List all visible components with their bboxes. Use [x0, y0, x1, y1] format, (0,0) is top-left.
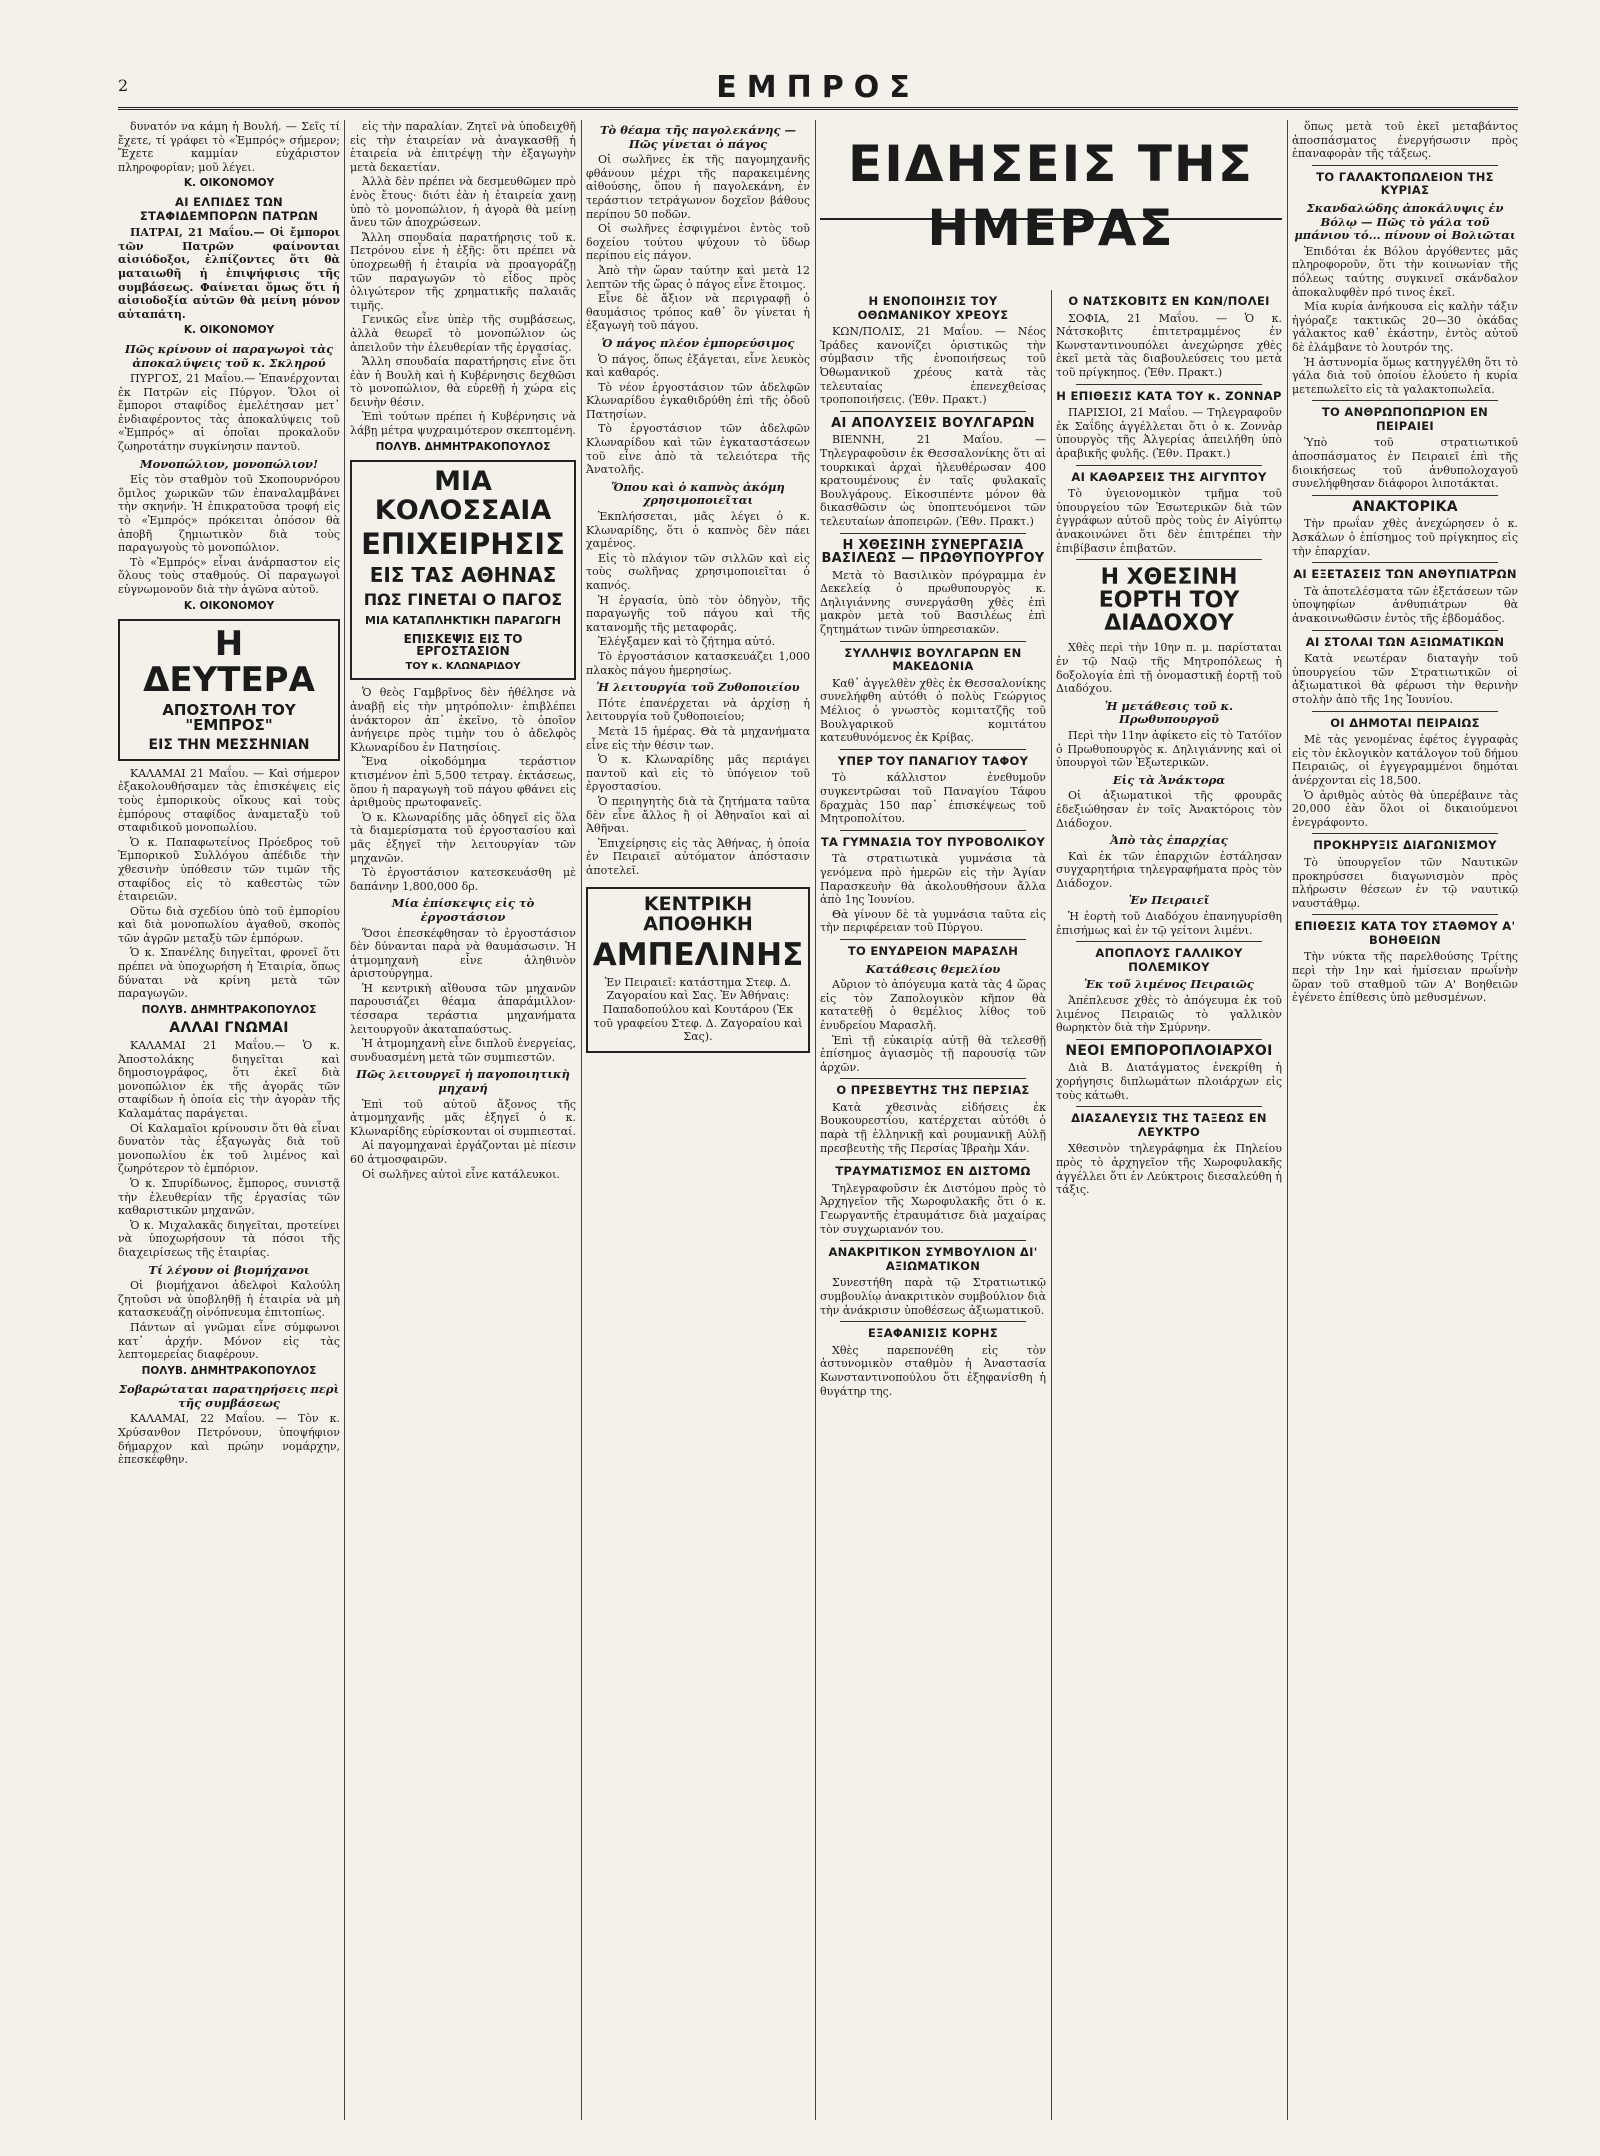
article-text: Οἱ σωλῆνες ἐκ τῆς παγομηχανῆς φθάνουν μέχρι τῆς παρακειμένης αἰθούσης, ὅπου ἡ παγολεκάνη, ἐν τεράστιον τετράγωνον δοχεῖον βάθους περίπου 50 ποδῶν. [586, 153, 810, 221]
divider [840, 1159, 1026, 1160]
article-text: Καθ᾽ ἀγγελθὲν χθὲς ἐκ Θεσσαλονίκης συνελήφθη αὐτόθι ὁ πολὺς Γεώργιος Μέλιος ὁ γνωστὸς κομιτατζῆς τοῦ Βουλγαρικοῦ κομιτάτου κατευθυνόμενος ἐκ Κρίβας. [820, 676, 1046, 745]
article-text: ΠΑΡΙΣΙΟΙ, 21 Μαΐου. — Τηλεγραφοῦν ἐκ Σαΐδης ἀγγέλλεται ὅτι ὁ κ. Ζοννὰρ ὑπουργὸς τῆς Ἀλγερίας ἀπειλήθη ὑπὸ ἀραβικῆς φυλῆς. (Ἐθν. Πρακτ.) [1056, 406, 1282, 460]
byline: Κ. ΟΙΚΟΝΟΜΟΥ [183, 324, 275, 337]
headline: ΤΟ ΓΑΛΑΚΤΟΠΩΛΕΙΟΝ ΤΗΣ ΚΥΡΙΑΣ [1316, 169, 1494, 198]
headline: ΑΙ ΕΞΕΤΑΣΕΙΣ ΤΩΝ ΑΝΘΥΠΙΑΤΡΩΝ [1293, 567, 1517, 582]
article-text: Μία κυρία ἀνήκουσα εἰς καλὴν τάξιν ἠγόραζε τακτικῶς 20—30 ὀκάδας γάλακτος καθ᾽ ἑκάστην, ἐντὸς αὐτοῦ δὲ ἐλάμβανε τὸ λουτρόν της. [1292, 300, 1518, 354]
box-line: Η ΔΕΥΤΕΡΑ [143, 624, 315, 700]
article-text: ΚΩΝ/ΠΟΛΙΣ, 21 Μαΐου. — Νέος Ἰράδες κανονίζει ὁριστικῶς τὴν σύμβασιν τῆς ἑνοποιήσεως τοῦ Ὀθωμανικοῦ χρέους κατὰ τὰς τελευταίας ἐπενεχθείσας τροποποιήσεις. (Ἐθν. Πρακτ.) [820, 325, 1046, 407]
column-rule [1051, 290, 1052, 2120]
headline: ΝΕΟΙ ΕΜΠΟΡΟΠΛΟΙΑΡΧΟΙ [1065, 1042, 1273, 1059]
article-text: Οἱ ἀξιωματικοὶ τῆς φρουρᾶς ἐδεξιώθησαν ἐν τοῖς Ἀνακτόροις τὸν Διάδοχον. [1056, 789, 1282, 830]
column-5 [1292, 120, 1518, 2120]
subheading: Ὁ πάγος πλέον ἐμπορεύσιμος [601, 335, 795, 350]
headline: ΕΠΙΘΕΣΙΣ ΚΑΤΑ ΤΟΥ ΣΤΑΘΜΟΥ Α' ΒΟΗΘΕΙΩΝ [1294, 919, 1516, 947]
divider [1076, 384, 1262, 385]
box-line: ΠΩΣ ΓΙΝΕΤΑΙ Ο ΠΑΓΟΣ [363, 590, 563, 610]
article-text: Ἀπέπλευσε χθὲς τὸ ἀπόγευμα ἐκ τοῦ λιμένος Πειραιῶς τὸ γαλλικὸν θωρηκτὸν διὰ τὴν Σμύρνην. [1056, 994, 1282, 1035]
article-text: Ὑπὸ τοῦ στρατιωτικοῦ ἀποσπάσματος ἐν Πειραιεῖ ἐπὶ τῆς διοικήσεως τοῦ ἀνθυπολοχαγοῦ συνελήφθησαν διάφοροι λιποτάκται. [1292, 436, 1518, 491]
divider [840, 749, 1026, 750]
article-text: Ἐπιδόται ἐκ Βόλου ἀργόθεντες μᾶς πληροφοροῦν, ὅτι τὴν κοινωνίαν τῆς πόλεως ταύτης συγκινεῖ σκάνδαλον ἀποκαλυφθὲν πρό τινος ἐκεῖ. [1292, 244, 1518, 299]
divider [1312, 495, 1498, 496]
article-text: Ἄλλη σπουδαία παρατήρησις εἶνε ὅτι ἐὰν ἡ Βουλὴ καὶ ἡ Κυβέρνησις δεχθῶσι τὸ μονοπώλιον, θὰ εὑρεθῇ ἡ χώρα εἰς δεινὴν θέσιν. [350, 355, 576, 409]
article-text: Εἰς τὸν σταθμὸν τοῦ Σκοπουρνόρου ὅμιλος χωρικῶν τῶν ἐπαναλαμβάνει τὴν σκηνήν. Ἡ ἐπικρατοῦσα τροφή εἰς τὸ «Ἐμπρός» πρόκειται ὁπόσον θὰ ἀποβῆ ζημιωτικὸν διὰ τοὺς παραγωγοὺς τὸ μονοπώλιον. [118, 473, 340, 555]
headline: ΑΠΟΠΛΟΥΣ ΓΑΛΛΙΚΟΥ ΠΟΛΕΜΙΚΟΥ [1095, 946, 1243, 974]
headline: ΑΙ ΑΠΟΛΥΣΕΙΣ ΒΟΥΛΓΑΡΩΝ [831, 415, 1035, 431]
article-text: ΣΟΦΙΑ, 21 Μαΐου. — Ὁ κ. Νάτσκοβιτς ἐπιτετραμμένος ἐν Κωνσταντινουπόλει ἀνεχώρησε χθὲς ἐκεῖ μετὰ τὰς διαβουλεύσεις του μετὰ τοῦ πρίγκηπος. (Ἐθν. Πρακτ.) [1056, 311, 1282, 379]
column-rule [581, 120, 582, 2120]
article-text: Ὁ περιηγητὴς διὰ τὰ ζητήματα ταῦτα δὲν εἶνε ἄλλος ἢ οἱ Ἀθηναῖοι καὶ αἱ Ἀθῆναι. [586, 794, 810, 836]
article-text: Χθεσινὸν τηλεγράφημα ἐκ Πηλείου πρὸς τὸ ἀρχηγεῖον τῆς Χωροφυλακῆς ἀγγέλλει ὅτι ἐν Λεύκτροις διεσαλεύθη ἡ τάξις. [1056, 1142, 1282, 1197]
headline: ΑΙ ΕΛΠΙΔΕΣ ΤΩΝ ΣΤΑΦΙΔΕΜΠΟΡΩΝ ΠΑΤΡΩΝ [139, 194, 319, 223]
article-text: Διὰ Β. Διατάγματος ἐνεκρίθη ἡ χορήγησις διπλωμάτων πλοιάρχων εἰς τοὺς κάτωθι. [1056, 1061, 1282, 1102]
box-line: ΤΟΥ κ. ΚΛΩΝΑΡΙΔΟΥ [405, 660, 521, 672]
subheading: Τί λέγουν οἱ βιομήχανοι [148, 1262, 310, 1277]
headline: ΑΝΑΚΡΙΤΙΚΟΝ ΣΥΜΒΟΥΛΙΟΝ ΔΙ' ΑΞΙΩΜΑΤΙΚΟΝ [828, 1245, 1038, 1273]
ad-text: Ἐν Πειραιεῖ: κατάστημα Στεφ. Δ. Ζαγοραίου καὶ Σας. Ἐν Ἀθήναις: Παπαδοπούλου καὶ Κουτάρου (Ἐκ τοῦ γραφείου Στεφ. Δ. Ζαγοραίου καὶ Σας). [593, 975, 803, 1044]
article-text: Ἡ ἀστυνομία ὅμως κατηγγέλθη ὅτι τὸ γάλα διὰ τοῦ ὁποίου ἐλούετο ἡ κυρία μετεπωλεῖτο εἰς τὰ γαλακτοπωλεῖα. [1292, 355, 1518, 396]
article-text: Τὸ ἐργοστάσιον κατασκευάζει 1,000 πλακὸς πάγου ἡμερησίως. [586, 649, 810, 677]
article-text: Τὰ ἀποτελέσματα τῶν ἐξετάσεων τῶν ὑποψηφίων ἀνθυπιάτρων θὰ ἀνακοινωθῶσιν ἐντὸς τῆς ἑβδομάδος. [1292, 584, 1518, 625]
byline: Κ. ΟΙΚΟΝΟΜΟΥ [183, 599, 275, 612]
headline: Τὸ θέαμα τῆς παγολεκάνης — Πῶς γίνεται ὁ πάγος [599, 123, 797, 151]
article-text: Ἀλλὰ δὲν πρέπει νὰ δεσμευθῶμεν πρὸ ἑνὸς ἔτους· διότι ἐὰν ἡ ἑταιρεία χανῃ ὑπὸ τὸ μονοπώλιον, ἡ ἀγορὰ θὰ μείνῃ ἄνευ τῶν ἀποχρώσεων. [350, 175, 576, 230]
article-text: Θὰ γίνουν δὲ τὰ γυμνάσια ταῦτα εἰς τὴν περιφέρειαν τοῦ Πύργου. [820, 907, 1046, 935]
headline: ΕΞΑΦΑΝΙΣΙΣ ΚΟΡΗΣ [868, 1326, 998, 1341]
headline: Η ΧΘΕΣΙΝΗ ΕΟΡΤΗ ΤΟΥ ΔΙΑΔΟΧΟΥ [1098, 565, 1240, 637]
article-text: Ἕνα οἰκοδόμημα τεράστιον κτισμένον ἐπὶ 5,500 τετραγ. ἐκτάσεως, ὅπου ἡ παραγωγὴ τοῦ πάγου φθάνει εἰς ἀριθμοὺς πρωτοφανεῖς. [350, 755, 576, 810]
column-3 [586, 120, 810, 2120]
article-text: Αὔριον τὸ ἀπόγευμα κατὰ τὰς 4 ὥρας εἰς τὸν Ζαπολογικὸν κῆπον θὰ κατατεθῇ ὁ θεμέλιος λίθος τοῦ ἐνυδρείου Μαρασλῆ. [820, 978, 1046, 1032]
divider [1312, 914, 1498, 915]
article-text: Ὁ πάγος, ὅπως ἐξάγεται, εἶνε λευκὸς καὶ καθαρός. [586, 352, 810, 380]
article-text: Τηλεγραφοῦσιν ἐκ Διστόμου πρὸς τὸ Ἀρχηγεῖον τῆς Χωροφυλακῆς ὅτι ὁ κ. Γεωργαντῆς ἐτραυμάτισε διὰ μαχαίρας τὸν συγχωριανόν του. [820, 1181, 1046, 1236]
headline-box [118, 619, 340, 761]
article-text: Κατὰ νεωτέραν διαταγὴν τοῦ ὑπουργείου τῶν Στρατιωτικῶν οἱ ἀξιωματικοὶ θὰ φέρωσι τὴν θερινὴν στολὴν ἀπὸ τῆς 1ης Ἰουνίου. [1292, 652, 1518, 706]
advertisement-box [586, 887, 810, 1052]
article-text: Χθὲς περὶ τὴν 10ην π. μ. παρίσταται ἐν τῷ Ναῷ τῆς Μητροπόλεως ἡ δοξολογία ἐπὶ τῇ ὀνομαστικῇ ἑορτῇ τοῦ Διαδόχου. [1056, 641, 1282, 696]
article-text: Οἱ Καλαμαῖοι κρίνουσιν ὅτι θὰ εἶναι δυνατὸν τὰς ἐξαγωγὰς διὰ τοῦ μονοπωλίου ἐκ τοῦ λιμένος καὶ ζωηρότερον τὸ ἐμπόριον. [118, 1121, 340, 1176]
article-text: Πότε ἐπανέρχεται νὰ ἀρχίσῃ ἡ λειτουργία τοῦ ζυθοποιείου; [586, 696, 810, 724]
article-text: Οἱ σωλῆνες ἐσφιγμένοι ἐντὸς τοῦ δοχείου τούτου ψύχουν τὸ ὕδωρ περίπου εἰς πάγον. [586, 222, 810, 263]
article-text: Τὸ νέον ἐργοστάσιον τῶν ἀδελφῶν Κλωναρίδου ἐγκαθιδρύθη ἐπὶ τῆς ὁδοῦ Πατησίων. [586, 380, 810, 421]
box-line: ΜΙΑ ΚΑΤΑΠΛΗΚΤΙΚΗ ΠΑΡΑΓΩΓΗ [365, 614, 561, 628]
column-rule [815, 120, 816, 2120]
divider [1076, 465, 1262, 466]
subheading: Σκανδαλώδης ἀποκάλυψις ἐν Βόλῳ — Πῶς τὸ γάλα τοῦ μπάνιου τό... πίνουν οἱ Βολιῶται [1294, 200, 1516, 243]
divider [1312, 400, 1498, 401]
article-text: Τὸ κάλλιστον ἐνεθυμοῦν συγκεντρῶσαι τοῦ Παναγίου Τάφου δραχμὰς 150 παρ᾽ ἐπισκέψεως τοῦ Μητροπολίτου. [820, 771, 1046, 826]
divider [840, 533, 1026, 534]
newspaper-page [118, 70, 1518, 2130]
article-text: Περὶ τὴν 11ην ἀφίκετο εἰς τὸ Τατόϊον ὁ Πρωθυπουργὸς κ. Δηλιγιάννης καὶ οἱ ὑπουργοὶ τῶν Ἐξωτερικῶν. [1056, 728, 1282, 770]
article-text: Τὸ ἐργοστάσιον τῶν ἀδελφῶν Κλωναρίδου καὶ τῶν ἐγκαταστάσεων τοῦ εἶνε ἀπὸ τὰ τελειότερα τῆς Ἀνατολῆς. [586, 422, 810, 477]
article-text: Ὁ κ. Μιχαλακᾶς διηγεῖται, προτείνει νὰ ὑποχωρήσουν τὰ πόσοι τῆς διαχειρίσεως τῆς ἑταιρίας. [118, 1218, 340, 1259]
article-text: Ὁ ἀριθμὸς αὐτὸς θὰ ὑπερέβαινε τὰς 20,000 ἐὰν ὅλοι οἱ δικαιούμενοι ἐνεγράφοντο. [1292, 788, 1518, 829]
byline: ΠΟΛΥΒ. ΔΗΜΗΤΡΑΚΟΠΟΥΛΟΣ [141, 1364, 317, 1377]
headline: Ο ΝΑΤΣΚΟΒΙΤΣ ΕΝ ΚΩΝ/ΠΟΛΕΙ [1068, 294, 1270, 308]
byline: Κ. ΟΙΚΟΝΟΜΟΥ [183, 177, 275, 190]
article-text: Ἐκπλήσσεται, μᾶς λέγει ὁ κ. Κλωναρίδης, ὅτι ὁ καπνὸς δὲν πάει χαμένος. [586, 510, 810, 551]
article-text: Ἐπὶ τῇ εὐκαιρίᾳ αὐτῇ θὰ τελεσθῇ ἐπίσημος ἀγιασμὸς τῇ παρουσίᾳ τῶν ἀρχῶν. [820, 1033, 1046, 1074]
article-text: Τὸ ἐργοστάσιον κατεσκευάσθη μὲ δαπάνην 1,800,000 δρ. [350, 866, 576, 893]
article-text: Ἐλέγξαμεν καὶ τὸ ζήτημα αὐτό. [598, 635, 776, 649]
headline: Η ΕΠΙΘΕΣΙΣ ΚΑΤΑ ΤΟΥ κ. ΖΟΝΝΑΡ [1056, 388, 1282, 403]
divider [1076, 1106, 1262, 1107]
article-text: ΚΑΛΑΜΑΙ, 22 Μαΐου. — Τὸν κ. Χρύσανθον Πετρόνουν, ὑποψήφιον δήμαρχον καὶ πρώην νομάρχην, ἐπεσκέφθην. [118, 1412, 340, 1467]
subheading: Ἡ μετάθεσις τοῦ κ. Πρωθυπουργοῦ [1104, 698, 1234, 727]
article-text: Οἱ βιομήχανοι ἀδελφοὶ Καλούλη ζητοῦσι νὰ ὑποβληθῇ ἡ ἑταιρία νὰ μὴ κατασκευάζῃ οἰνόπνευμα ἐπιτοπίως. [118, 1279, 340, 1320]
column-4a [820, 290, 1046, 2120]
article-text: Τὰ στρατιωτικὰ γυμνάσια τὰ γενόμενα πρὸ ἡμερῶν εἰς τὴν Ἁγίαν Παρασκευὴν θὰ ἀκολουθήσουν ἄλλα ἀπὸ 1ης Ἰουνίου. [820, 852, 1046, 907]
article-text: ΒΙΕΝΝΗ, 21 Μαΐου. — Τηλεγραφοῦσιν ἐκ Θεσσαλονίκης ὅτι αἱ τουρκικαὶ ἀρχαὶ ἠλευθέρωσαν 400 κρατουμένους ἐν ταῖς φυλακαῖς Βουλγάρους. Εἰκοσιπέντε μόνον θὰ δικασθῶσιν ὡς ὑποπτευόμενοι τῶν τελευταίων ἀποπειρῶν. (Ἐθν. Πρακτ.) [820, 433, 1046, 528]
headline: Η ΕΝΟΠΟΙΗΣΙΣ ΤΟΥ ΟΘΩΜΑΝΙΚΟΥ ΧΡΕΟΥΣ [857, 294, 1009, 322]
subheading: Ἐν Πειραιεῖ [1128, 893, 1210, 908]
divider [1312, 165, 1498, 166]
article-text: Ἡ ἀτμομηχανὴ εἶνε διπλοῦ ἐνεργείας, συνδυασμένη μετὰ τῶν συμπιεστῶν. [350, 1037, 576, 1064]
page-number: 2 [118, 76, 129, 95]
divider [1076, 1039, 1262, 1040]
article-text: Εἶνε δὲ ἄξιον νὰ περιγραφῇ ὁ θαυμάσιος τρόπος καθ᾽ ὃν γίνεται ἡ ἐξαγωγὴ τοῦ πάγου. [586, 292, 810, 333]
article-text: Ἡ κεντρικὴ αἴθουσα τῶν μηχανῶν παρουσιάζει θέαμα ἀπαράμιλλον· τέσσαρα τεράστια μηχανήματα λειτουργοῦν ἀκαταπαύστως. [350, 981, 576, 1036]
divider [1312, 562, 1498, 563]
subheading: Μονοπώλιον, μονοπώλιον! [139, 456, 319, 471]
subheading: Ἐκ τοῦ λιμένος Πειραιῶς [1084, 977, 1254, 992]
box-line: ΑΠΟΣΤΟΛΗ ΤΟΥ "ΕΜΠΡΟΣ" [162, 700, 296, 735]
article-text: δυνατόν να κάμη ἡ Βουλή. — Σεῖς τί ἔχετε, τί γράφει τὸ «Ἐμπρός» σήμερον; Ἔχετε καμμίαν εὐχάριστον πληροφορίαν; μοῦ λέγει. [118, 120, 340, 174]
headline: ΑΙ ΣΤΟΛΑΙ ΤΩΝ ΑΞΙΩΜΑΤΙΚΩΝ [1305, 634, 1505, 649]
masthead [118, 70, 1518, 110]
ad-line: ΚΕΝΤΡΙΚΗ ΑΠΟΘΗΚΗ [643, 893, 753, 936]
article-text: Γενικῶς εἶνε ὑπὲρ τῆς συμβάσεως, ἀλλὰ θεωρεῖ τὸ μονοπώλιον ὡς ἀπειλοῦν τὴν ἐλευθερίαν τῆς ἐργασίας. [350, 313, 576, 354]
subheading: Εἰς τὰ Ἀνάκτορα [1112, 772, 1226, 787]
article-text: Ἀπὸ τὴν ὥραν ταύτην καὶ μετὰ 12 λεπτῶν τῆς ὥρας ὁ πάγος εἶνε ἕτοιμος. [586, 263, 810, 291]
box-line: ΕΙΣ ΤΑΣ ΑΘΗΝΑΣ [369, 563, 557, 588]
article-text: Ὁ κ. Σπυρίδωνος, ἔμπορος, συνιστᾷ τὴν ἐλευθερίαν τῆς ἐργασίας τῶν καθαριστικῶν μηχανῶν. [118, 1176, 340, 1218]
article-text: Τὴν πρωΐαν χθὲς ἀνεχώρησεν ὁ κ. Ἀσκάλων ὁ ἐπίσημος τοῦ πρίγκηπος εἰς τὴν ἐπαρχίαν. [1292, 517, 1518, 558]
divider [840, 1240, 1026, 1241]
subheading: Ἡ λειτουργία τοῦ Ζυθοποιείου [596, 680, 800, 695]
article-text: Καὶ ἐκ τῶν ἐπαρχιῶν ἐστάλησαν συγχαρητήρια τηλεγραφήματα πρὸς τὸν Διάδοχον. [1056, 849, 1282, 890]
article-text: Κατὰ χθεσινὰς εἰδήσεις ἐκ Βουκουρεστίου, κατέρχεται αὐτόθι ὁ παρὰ τῇ ἑλληνικῇ καὶ ρουμανικῇ Αὐλῇ πρεσβευτὴς τῆς Περσίας Ἰβραὴμ Χάν. [820, 1100, 1046, 1155]
article-text: Μετὰ τὸ Βασιλικὸν πρόγραμμα ἐν Δεκελείᾳ ὁ πρωθυπουργὸς κ. Δηλιγιάννης συνεργάσθη χθὲς ἐπὶ μακρὸν μετὰ τοῦ Βασιλέως ἐπὶ ζητημάτων τινῶν ὑπηρεσιακῶν. [820, 568, 1046, 637]
headline: ΣΥΛΛΗΨΙΣ ΒΟΥΛΓΑΡΩΝ ΕΝ ΜΑΚΕΔΟΝΙΑ [844, 645, 1022, 674]
headline: Η ΧΘΕΣΙΝΗ ΣΥΝΕΡΓΑΣΙΑ ΒΑΣΙΛΕΩΣ — ΠΡΩΘΥΠΟΥΡΓΟΥ [821, 537, 1045, 567]
article-text: Ὁ κ. Κλωναρίδης μᾶς ὁδηγεῖ εἰς ὅλα τὰ διαμερίσματα τοῦ ἐργοστασίου καὶ μᾶς ἐξηγεῖ τὴν λειτουργίαν τῶν μηχανῶν. [350, 810, 576, 865]
article-text: Ὁ θεὸς Γαμβρῖνος δὲν ἠθέλησε νὰ ἀναβῇ εἰς τὴν μητρόπολιν· ἐπιβλέπει ἀνάκτορον ἀπ᾽ ἐκεῖνο, τὸ ὁποῖον ἀνήγειρε πρὸς τιμὴν του ὁ ἀδελφὸς Κλωναρίδου ἐν Πατησίοις. [350, 686, 576, 754]
article-text: ΠΥΡΓΟΣ, 21 Μαΐου.— Ἐπανέρχονται ἐκ Πατρῶν εἰς Πύργον. Ὅλοι οἱ ἔμποροι σταφίδος ἐμελέτησαν μετ᾽ ἐνδιαφέροντος τὰς ἀποκαλύψεις τοῦ «Ἐμπρός» αἱ ὁποῖαι προκαλοῦν ζωηροτάτην συγκίνησιν παντοῦ. [118, 372, 340, 454]
headline: ΤΑ ΓΥΜΝΑΣΙΑ ΤΟΥ ΠΥΡΟΒΟΛΙΚΟΥ [820, 834, 1046, 849]
headline: Σοβαρώταται παρατηρήσεις περὶ τῆς συμβάσεως [118, 1382, 340, 1410]
article-text: Οἱ σωλῆνες αὐτοὶ εἶνε κατάλευκοι. [362, 1167, 560, 1181]
article-text: Ὁ κ. Παπαφωτείνος Πρόεδρος τοῦ Ἐμπορικοῦ Συλλόγου ἀπέδιδε τὴν χθεσινὴν ὑπόθεσιν τῶν τιμῶν τῆς σταφίδος εἰς τὸ καθεστὼς τῶν ἑταιρειῶν. [118, 835, 340, 904]
article-text: Πάντων αἱ γνῶμαι εἶνε σύμφωνοι κατ᾽ ἀρχήν. Μόνον εἰς τὰς λεπτομερείας διαφέρουν. [118, 1320, 340, 1362]
masthead-title: ΕΜΠΡΟΣ [716, 70, 920, 105]
article-text: ΚΑΛΑΜΑΙ 21 Μαΐου. — Καὶ σήμερον ἐξακολουθήσαμεν τὰς ἐπισκέψεις εἰς τοὺς ἐμπορικοὺς οἴκους καὶ τοὺς ἐμπόρους σταφίδος ἀναμεταξὺ τοῦ σταφιδικοῦ μονοπωλίου. [118, 766, 340, 835]
byline: ΠΟΛΥΒ. ΔΗΜΗΤΡΑΚΟΠΟΥΛΟΣ [375, 440, 551, 453]
article-text: Μὲ τὰς γενομένας ἐφέτος ἐγγραφὰς εἰς τὸν ἐκλογικὸν κατάλογον τοῦ δήμου Πειραιῶς, οἱ ἐγγεγραμμένοι δημόται ἀνέρχονται εἰς 18,500. [1292, 733, 1518, 787]
article-text: Τὴν νύκτα τῆς παρελθούσης Τρίτης περὶ τὴν 1ην καὶ ἡμίσειαν πρωΐνὴν ὥραν τοῦ σταθμοῦ τῶν Α' Βοηθειῶν ἐγένετο ἐπίθεσις ὑπὸ μεθυσμένων. [1292, 950, 1518, 1005]
column-rule [344, 120, 345, 2120]
ad-line: ΑΜΠΕΛΙΝΗΣ [592, 937, 804, 974]
article-text: Χθὲς παρεπονέθη εἰς τὸν ἀστυνομικὸν σταθμὸν ἡ Ἀναστασία Κωνσταντινοπούλου ὅτι ἐξηφανίσθη ἡ θυγάτηρ της. [820, 1343, 1046, 1398]
column-1 [118, 120, 340, 2120]
box-line: ΕΠΙΣΚΕΨΙΣ ΕΙΣ ΤΟ ΕΡΓΟΣΤΑΣΙΟΝ [403, 631, 523, 659]
article-text: Ἐπιχείρησις εἰς τὰς Ἀθήνας, ἡ ὁποία ἐν Πειραιεῖ αὐτόματον ἀπόστασιν ἀποτελεῖ. [586, 836, 810, 877]
banner-title: ΕΙΔΗΣΕΙΣ ΤΗΣ ΗΜΕΡΑΣ [820, 120, 1282, 220]
headline-box [350, 460, 576, 680]
box-line: ΕΠΙΧΕΙΡΗΣΙΣ [361, 526, 565, 561]
article-text: ΚΑΛΑΜΑΙ 21 Μαΐου.— Ὁ κ. Ἀποστολάκης διηγεῖται καὶ δημοσιογράφος, ὅτι ἐκεῖ διὰ μονοπώλιον ἐκ τῆς ἀγορᾶς τῶν σταφίδων ἡ ὁποία εἰς τὴν ἀγορὰν τῆς Καλαμάτας παράγεται. [118, 1039, 340, 1120]
column-rule [1287, 120, 1288, 2120]
column-2 [350, 120, 576, 2120]
divider [1312, 711, 1498, 712]
article-text: Ἡ ἑορτὴ τοῦ Διαδόχου ἐπανηγυρίσθη ἐπισήμως καὶ ἐν τῷ γείτονι λιμένι. [1056, 910, 1282, 937]
article-text: Ἐπὶ τούτων πρέπει ἡ Κυβέρνησις νὰ λάβῃ μέτρα ψυχραιμότερον σκεπτομένη. [350, 410, 576, 438]
article-text: Ἄλλη σπουδαία παρατήρησις τοῦ κ. Πετρόνου εἶνε ἡ ἑξῆς: ὅτι πρέπει νὰ ὑποχρεωθῇ ἡ ἑταιρία νὰ προαγοράζῃ τῶν παραγωγῶν τὸ εἶδος πρὸς ὀλιγώτερον τῆς χρηματικῆς παλαιᾶς τιμῆς. [350, 230, 576, 312]
article-text: Τὸ ὑγειονομικὸν τμῆμα τοῦ ὑπουργείου τῶν Ἐσωτερικῶν διὰ τῶν ἐγγράφων αὐτοῦ πρὸς τοὺς ἐν Αἰγύπτῳ ἀνακοινώνει ὅτι δὲν ἐπιτρέπει τὴν ἐπιβίβασιν ἐπιβατῶν. [1056, 487, 1282, 555]
column-4b [1056, 290, 1282, 2120]
headline: Ο ΠΡΕΣΒΕΥΤΗΣ ΤΗΣ ΠΕΡΣΙΑΣ [836, 1083, 1030, 1098]
article-text: Μετὰ 15 ἡμέρας. Θὰ τὰ μηχανήματα εἶνε εἰς τὴν θέσιν των. [586, 724, 810, 752]
article-text: Ἐπὶ τοῦ αὐτοῦ ἄξονος τῆς ἀτμομηχανῆς μᾶς ἐξηγεῖ ὁ κ. Κλωναρίδης εὑρίσκονται οἱ συμπιεσταί. [350, 1097, 576, 1138]
article-text: Ὅσοι ἐπεσκέφθησαν τὸ ἐργοστάσιον δὲν δύνανται παρὰ νὰ θαυμάσωσιν. Ἡ ἀτμομηχανὴ εἶνε ἀληθινὸν ἀριστούργημα. [350, 926, 576, 981]
headline: ΠΡΟΚΗΡΥΞΙΣ ΔΙΑΓΩΝΙΣΜΟΥ [1313, 838, 1497, 853]
article-text: Ἡ ἐργασία, ὑπὸ τὸν ὁδηγὸν, τῆς παραγωγῆς τοῦ πάγου καὶ τῆς κατανομῆς τῆς μεταφορᾶς. [586, 593, 810, 634]
subheading: Πῶς λειτουργεῖ ἡ παγοποιητικὴ μηχανή [356, 1067, 570, 1096]
byline: ΠΟΛΥΒ. ΔΗΜΗΤΡΑΚΟΠΟΥΛΟΣ [141, 1003, 317, 1016]
headline: Πῶς κρίνουν οἱ παραγωγοὶ τὰς ἀποκαλύψεις τοῦ κ. Σκληρού [124, 341, 334, 370]
headline: ΤΡΑΥΜΑΤΙΣΜΟΣ ΕΝ ΔΙΣΤΟΜΩ [835, 1164, 1031, 1179]
article-text: Ὁ κ. Σπανέλης διηγεῖται, φρονεῖ ὅτι πρέπει νὰ ὑποχωρήση ἡ Ἑταιρία, ὅπως δύναται νὰ κρίνη μετὰ τῶν παραγωγῶν. [118, 946, 340, 1001]
divider [1312, 630, 1498, 631]
article-text: Οὕτω διὰ σχεδίου ὑπὸ τοῦ ἐμπορίου καὶ διὰ μονοπωλίου ἀγαθοῦ, σκοπὸς τῶν ἀγρῶν μεταξὺ τῶν ἐμπόρων. [118, 904, 340, 945]
headline: ΤΟ ΕΝΥΔΡΕΙΟΝ ΜΑΡΑΣΛΗ [847, 943, 1019, 958]
box-line: ΜΙΑ ΚΟΛΟΣΣΑΙΑ [374, 466, 552, 526]
divider [840, 939, 1026, 940]
subheading: Ἀπὸ τὰς ἐπαρχίας [1110, 833, 1228, 848]
divider [840, 411, 1026, 412]
divider [840, 830, 1026, 831]
headline: ΑΙ ΚΑΘΑΡΣΕΙΣ ΤΗΣ ΑΙΓΥΠΤΟΥ [1071, 469, 1267, 484]
article-text: ὅπως μετὰ τοῦ ἐκεῖ μεταβάντος ἀποσπάσματος ἐνεργήσωσιν πρὸς ἐπαναφορὰν τῆς τάξεως. [1292, 120, 1518, 161]
news-of-the-day-banner [820, 120, 1282, 290]
article-text: Αἱ παγομηχαναὶ ἐργάζονται μὲ πίεσιν 60 ἀτμοσφαιρῶν. [350, 1139, 576, 1166]
headline: ΑΛΛΑΙ ΓΝΩΜΑΙ [169, 1020, 289, 1037]
subheading: Κατάθεσις θεμελίου [865, 961, 1001, 976]
divider [1076, 559, 1262, 560]
article-text: Ὁ κ. Κλωναρίδης μᾶς περιάγει παντοῦ καὶ εἰς τὸ ὑπόγειον τοῦ ἐργοστασίου. [586, 753, 810, 794]
divider [840, 641, 1026, 642]
headline: ΤΟ ΑΝΘΡΩΠΟΠΩΡΙΟΝ ΕΝ ΠΕΙΡΑΙΕΙ [1321, 405, 1489, 433]
article-text: Συνεστήθη παρὰ τῷ Στρατιωτικῷ συμβουλίῳ ἀνακριτικὸν συμβούλιον διὰ τὴν ἀνάκρισιν ὑποθέσεως ἀξιωματικοῦ. [820, 1276, 1046, 1317]
subheading: Μία ἐπίσκεψις εἰς τὸ ἐργοστάσιον [391, 896, 535, 924]
headline: ΥΠΕΡ ΤΟΥ ΠΑΝΑΓΙΟΥ ΤΑΦΟΥ [837, 753, 1029, 768]
divider [1076, 941, 1262, 942]
divider [1312, 833, 1498, 834]
divider [840, 1078, 1026, 1079]
headline: ΔΙΑΣΑΛΕΥΣΙΣ ΤΗΣ ΤΑΞΕΩΣ ΕΝ ΛΕΥΚΤΡΟ [1071, 1111, 1267, 1139]
article-text: Εἰς τὸ πλάγιον τῶν σιλλῶν καὶ εἰς τοὺς σωλῆνας χρησιμοποιεῖται ὁ καπνός. [586, 551, 810, 592]
divider [840, 1321, 1026, 1322]
headline: ΑΝΑΚΤΟΡΙΚΑ [1352, 498, 1458, 515]
article-text: Τὸ «Ἐμπρός» εἶναι ἀνάρπαστον εἰς ὅλους τοὺς σταθμούς. Οἱ παραγωγοὶ εὐγνωμονοῦν διὰ τὴν ἀγῶνα αὐτοῦ. [118, 555, 340, 596]
subheading: Ὅπου καὶ ὁ καπνὸς ἀκόμη χρησιμοποιεῖται [611, 479, 785, 508]
headline: ΟΙ ΔΗΜΟΤΑΙ ΠΕΙΡΑΙΩΣ [1330, 715, 1480, 730]
article-text: ΠΑΤΡΑΙ, 21 Μαΐου.— Οἱ ἔμποροι τῶν Πατρῶν φαίνονται αἰσιόδοξοι, ἐλπίζοντες ὅτι θὰ ματαιωθῆ ἡ ἐπιψήφισις τῆς συμβάσεως. Φαίνεται ὅμως ὅτι ἡ αἰσιοδοξία αὐτῶν θὰ μείνη μόνον αὐταπάτη. [118, 226, 340, 321]
box-line: ΕΙΣ ΤΗΝ ΜΕΣΣΗΝΙΑΝ [148, 737, 310, 754]
article-text: Τὸ ὑπουργεῖον τῶν Ναυτικῶν προκηρύσσει διαγωνισμὸν πρὸς πλήρωσιν θέσεων ἐν τῷ ναυτικῷ ναυστάθμῳ. [1292, 855, 1518, 910]
article-text: εἰς τὴν παραλίαν. Ζητεῖ νὰ ὑποδειχθῆ εἰς τὴν ἑταιρείαν νὰ ἀναγκασθῇ ἡ ἑταιρεία νὰ ἐπιτρέψῃ τὴν ἐξαγωγὴν μετὰ δεκαετίαν. [350, 120, 576, 174]
